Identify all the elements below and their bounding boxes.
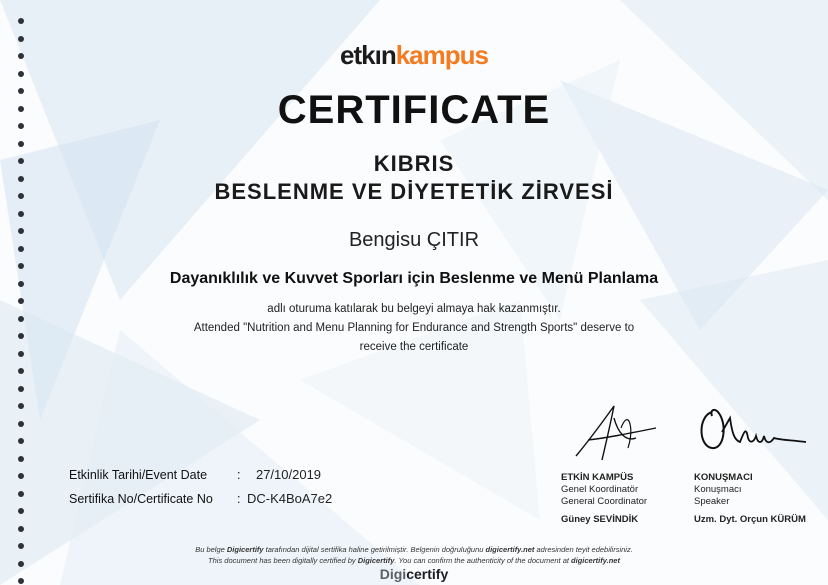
- event-date-value: 27/10/2019: [255, 467, 322, 482]
- description-en-line1: Attended "Nutrition and Menu Planning for Endurance and Strength Sports" deserve to: [193, 322, 635, 334]
- description-tr: adlı oturuma katılarak bu belgeyi almaya hak kazanmıştır.: [267, 303, 561, 315]
- coordinator-org: ETKİN KAMPÜS: [561, 472, 634, 483]
- certificate-no-label: Sertifika No/Certificate No: [69, 492, 213, 506]
- digicertify-note-en: This document has been digitally certified by Digicertify. You can confirm the authenticity of the document at digicertify.net: [208, 556, 620, 565]
- event-title-line2: BESLENME VE DİYETETİK ZİRVESİ: [214, 179, 614, 204]
- description: [0, 300, 828, 357]
- speaker-role-tr: Konuşmacı: [694, 484, 742, 495]
- speaker-name: Uzm. Dyt. Orçun KÜRÜM: [694, 514, 806, 525]
- coordinator-signature: [566, 398, 666, 468]
- speaker-signature: [694, 402, 814, 464]
- certificate-title: CERTIFICATE: [277, 88, 551, 132]
- coordinator-role-tr: Genel Koordinatör: [561, 484, 639, 495]
- recipient-name: Bengisu ÇITIR: [348, 229, 480, 251]
- event-date-sep: :: [237, 468, 241, 482]
- speaker-role-en: Speaker: [694, 496, 730, 507]
- digicertify-note-tr: Bu belge Digicertify tarafından dijital sertifika haline getirilmiştir. Belgenin doğruluğunu digicertify.net adresinden teyit edebilirsiniz.: [195, 545, 633, 554]
- digicertify-logo: Digicertify: [379, 566, 449, 582]
- event-date-label: Etkinlik Tarihi/Event Date: [69, 468, 208, 482]
- session-title: Dayanıklılık ve Kuvvet Sporları için Beslenme ve Menü Planlama: [169, 270, 659, 287]
- certificate-no-sep: :: [237, 492, 241, 506]
- certificate-no-value: DC-K4BoA7e2: [246, 491, 333, 506]
- coordinator-role-en: General Coordinator: [561, 496, 648, 507]
- speaker-org: KONUŞMACI: [694, 472, 753, 483]
- event-title-line1: KIBRIS: [373, 151, 455, 176]
- etkinkampus-logo: etkınkampus: [340, 40, 488, 70]
- certificate-no-row: [69, 491, 332, 506]
- description-en-line2: receive the certificate: [359, 341, 469, 353]
- event-date-row: [69, 467, 321, 482]
- speaker-block: [694, 472, 806, 526]
- coordinator-block: [561, 472, 647, 526]
- coordinator-name: Güney SEVİNDİK: [561, 514, 639, 525]
